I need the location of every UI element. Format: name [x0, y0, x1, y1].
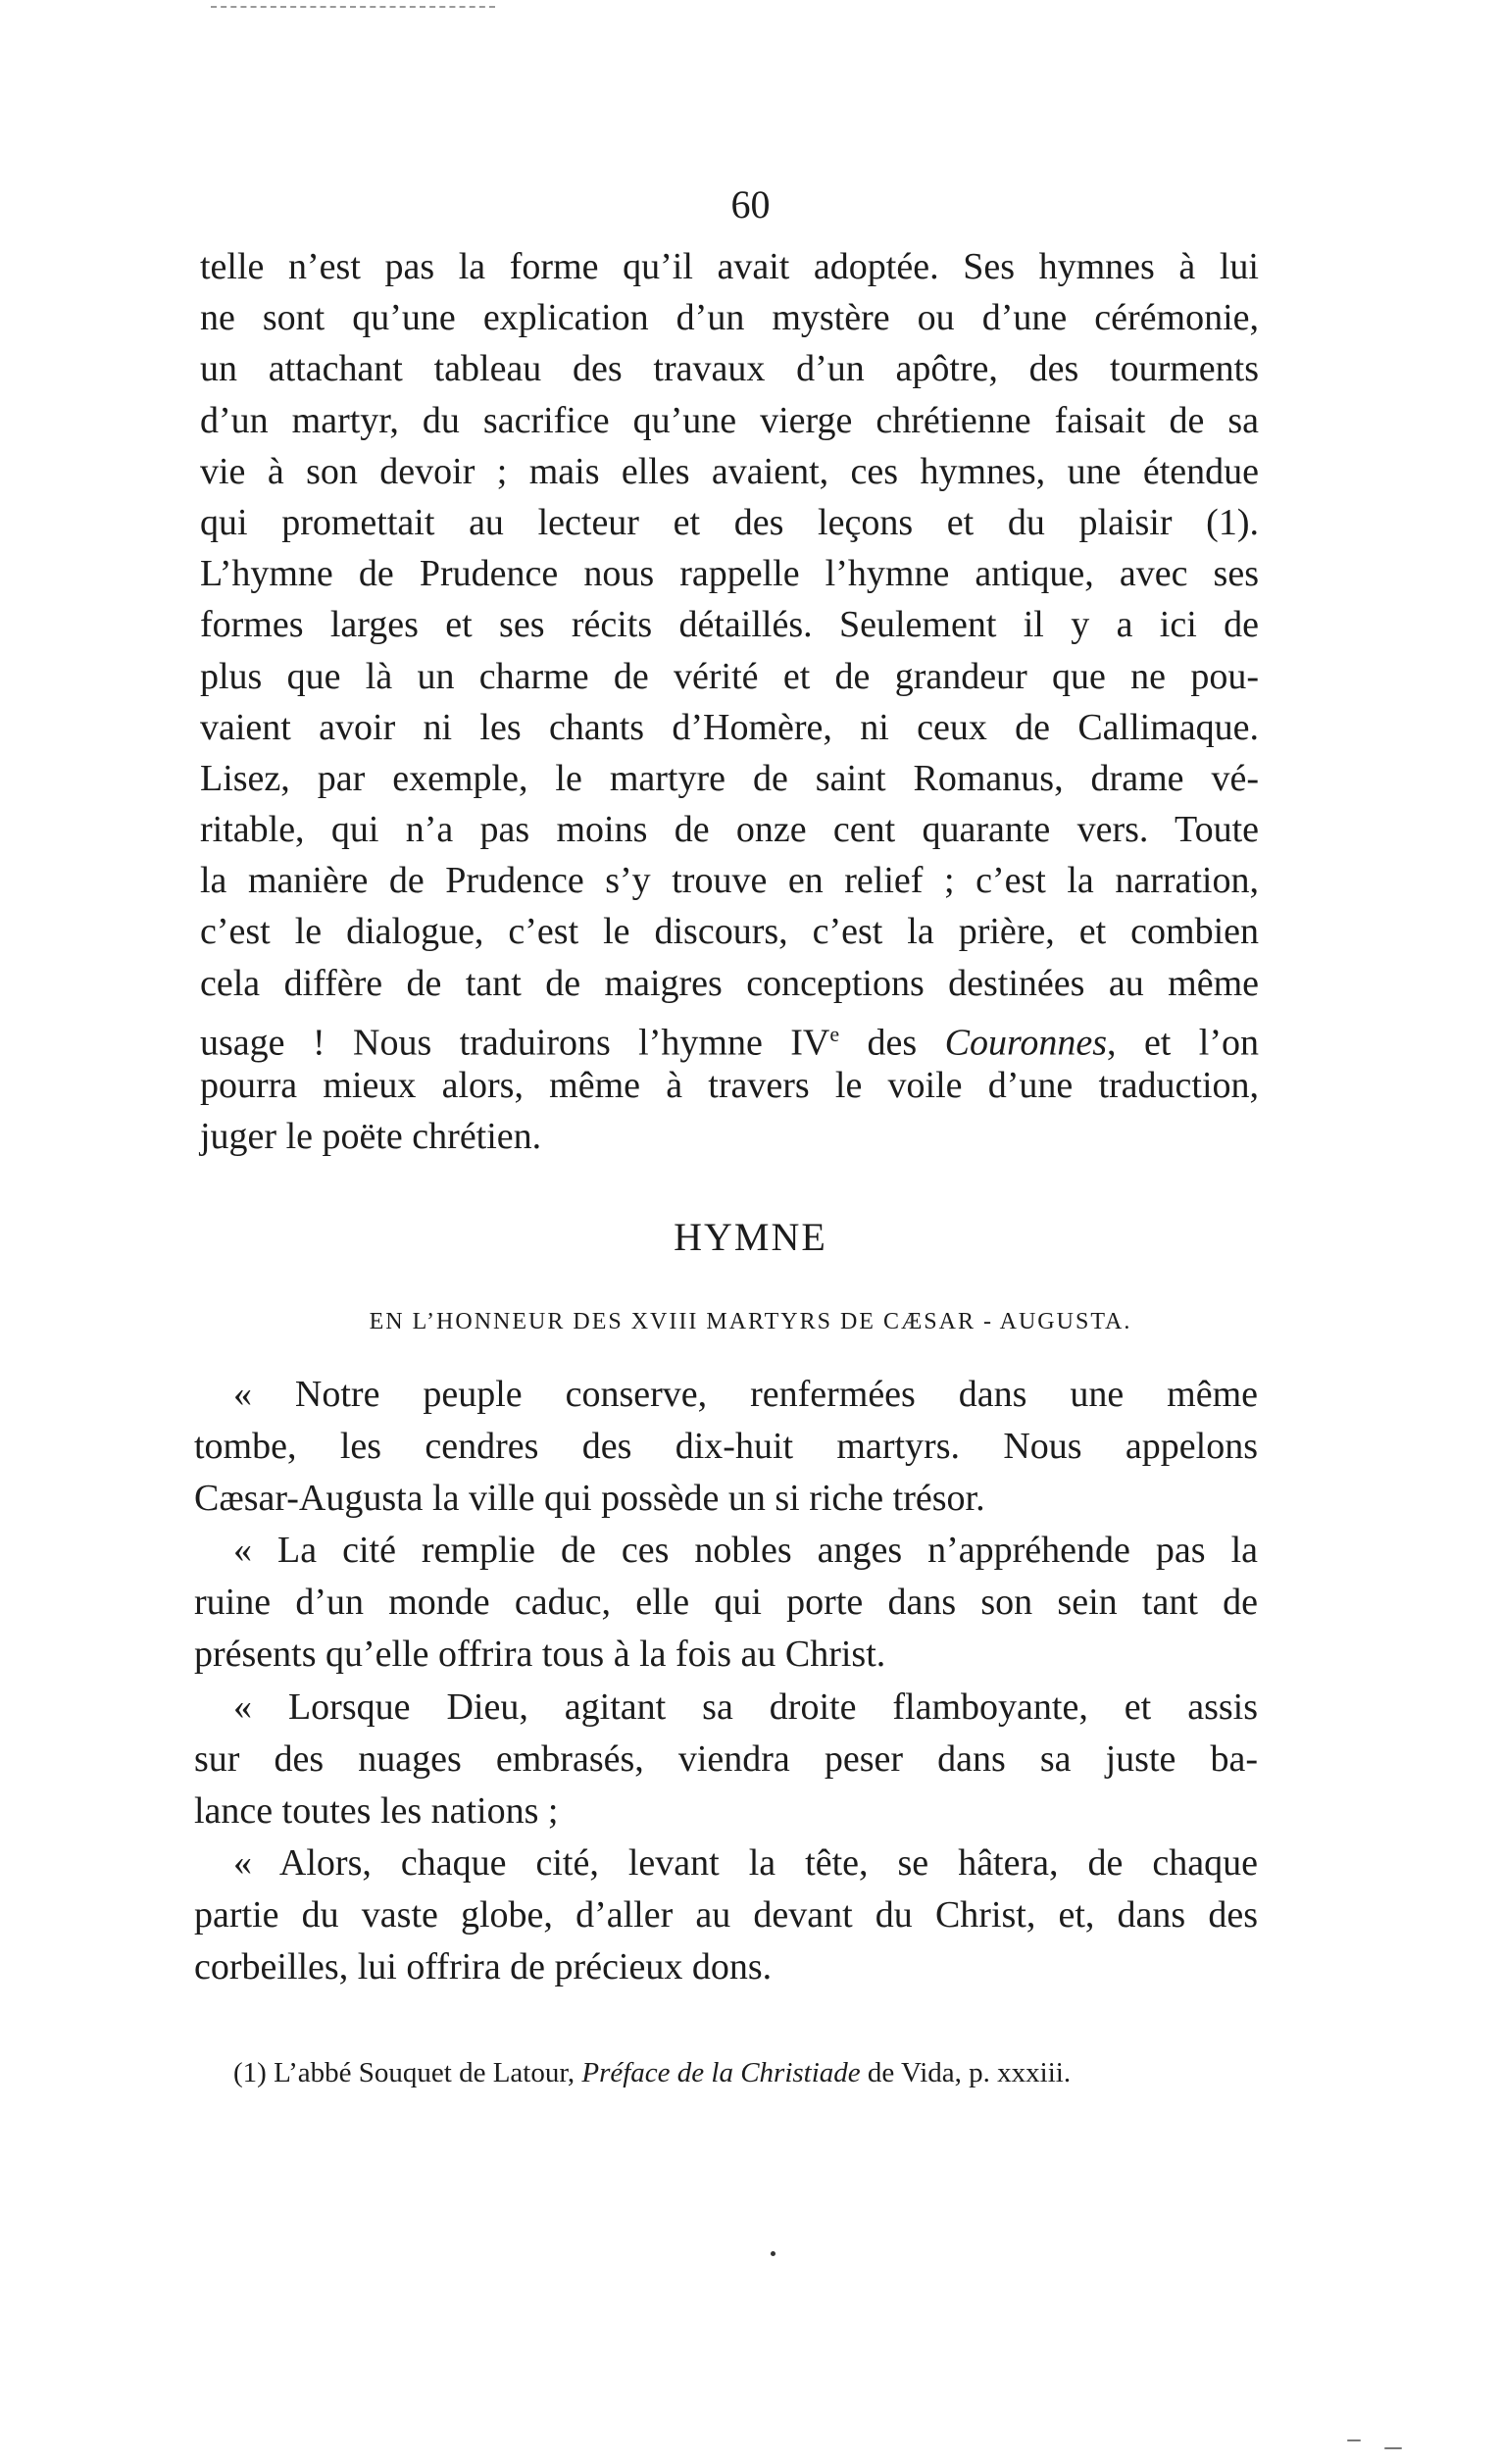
hymn-line: partie du vaste globe, d’aller au devant du Christ, et, dans des	[194, 1893, 1258, 1936]
hymn-title: HYMNE	[674, 1215, 827, 1259]
text-line: telle n’est pas la forme qu’il avait adoptée. Ses hymnes à lui	[200, 246, 1259, 287]
scan-edge-mark	[211, 6, 495, 8]
hymn-line: sur des nuages embrasés, viendra peser dans sa juste ba-	[194, 1737, 1258, 1780]
text-line: pourra mieux alors, même à travers le voile d’une traduction,	[200, 1065, 1259, 1106]
text-line: un attachant tableau des travaux d’un apôtre, des tourments	[200, 348, 1259, 390]
footnote-author: L’abbé Souquet de Latour,	[266, 2057, 582, 2088]
text-line: ritable, qui n’a pas moins de onze cent quarante vers. Toute	[200, 809, 1259, 851]
page-number: 60	[730, 182, 771, 226]
text-run: usage ! Nous traduirons l’hymne IV	[200, 1022, 830, 1064]
text-line: la manière de Prudence s’y trouve en relief ; c’est la narration,	[200, 860, 1259, 902]
footnote-reference: de Vida, p. xxxiii.	[860, 2057, 1072, 2088]
ink-speck	[1347, 2439, 1361, 2441]
text-line: vie à son devoir ; mais elles avaient, ces hymnes, une étendue	[200, 450, 1259, 492]
text-run: , et l’on	[1107, 1022, 1260, 1064]
footnote-title: Préface de la Christiade	[581, 2057, 861, 2088]
superscript-e: e	[829, 1021, 840, 1046]
ink-speck	[771, 2251, 776, 2256]
work-title-couronnes: Couronnes	[944, 1022, 1108, 1064]
text-line: qui promettait au lecteur et des leçons et du plaisir (1).	[200, 501, 1259, 543]
text-line: juger le poëte chrétien.	[200, 1116, 542, 1158]
text-line: cela diffère de tant de maigres conceptions destinées au même	[200, 962, 1259, 1004]
hymn-line: corbeilles, lui offrira de précieux dons.	[194, 1946, 773, 1988]
text-line: c’est le dialogue, c’est le discours, c’est la prière, et combien	[200, 911, 1259, 953]
hymn-line: lance toutes les nations ;	[194, 1789, 559, 1832]
hymn-subtitle: EN L’HONNEUR DES XVIII MARTYRS DE CÆSAR - AUGUSTA.	[369, 1309, 1132, 1334]
text-run: des	[839, 1022, 945, 1064]
text-line: Lisez, par exemple, le martyre de saint Romanus, drame vé-	[200, 757, 1259, 799]
footnote-mark: (1)	[233, 2057, 267, 2088]
ink-speck	[1384, 2447, 1402, 2449]
text-line: d’un martyr, du sacrifice qu’une vierge chrétienne faisait de sa	[200, 399, 1259, 441]
footnote	[233, 2053, 1258, 2092]
hymn-translation	[194, 1369, 1258, 1993]
hymn-line: Cæsar-Augusta la ville qui possède un si riche trésor.	[194, 1478, 985, 1520]
hymn-line: « Notre peuple conserve, renfermées dans une même	[233, 1374, 1258, 1415]
text-line: ne sont qu’une explication d’un mystère ou d’une cérémonie,	[200, 297, 1259, 339]
text-line: formes larges et ses récits détaillés. Seulement il y a ici de	[200, 604, 1259, 646]
hymn-line: « La cité remplie de ces nobles anges n’appréhende pas la	[233, 1530, 1258, 1572]
hymn-line: présents qu’elle offrira tous à la fois au Christ.	[194, 1634, 886, 1676]
text-line: vaient avoir ni les chants d’Homère, ni ceux de Callimaque.	[200, 706, 1259, 748]
text-line: plus que là un charme de vérité et de grandeur que ne pou-	[200, 655, 1259, 697]
hymn-line: ruine d’un monde caduc, elle qui porte dans son sein tant de	[194, 1582, 1258, 1624]
hymn-line: « Lorsque Dieu, agitant sa droite flamboyante, et assis	[233, 1685, 1258, 1728]
hymn-line: « Alors, chaque cité, levant la tête, se hâtera, de chaque	[233, 1841, 1258, 1884]
main-paragraph	[200, 241, 1259, 1162]
hymn-line: tombe, les cendres des dix-huit martyrs. Nous appelons	[194, 1426, 1258, 1468]
text-line	[200, 1009, 1260, 1064]
text-line: L’hymne de Prudence nous rappelle l’hymne antique, avec ses	[200, 553, 1259, 595]
